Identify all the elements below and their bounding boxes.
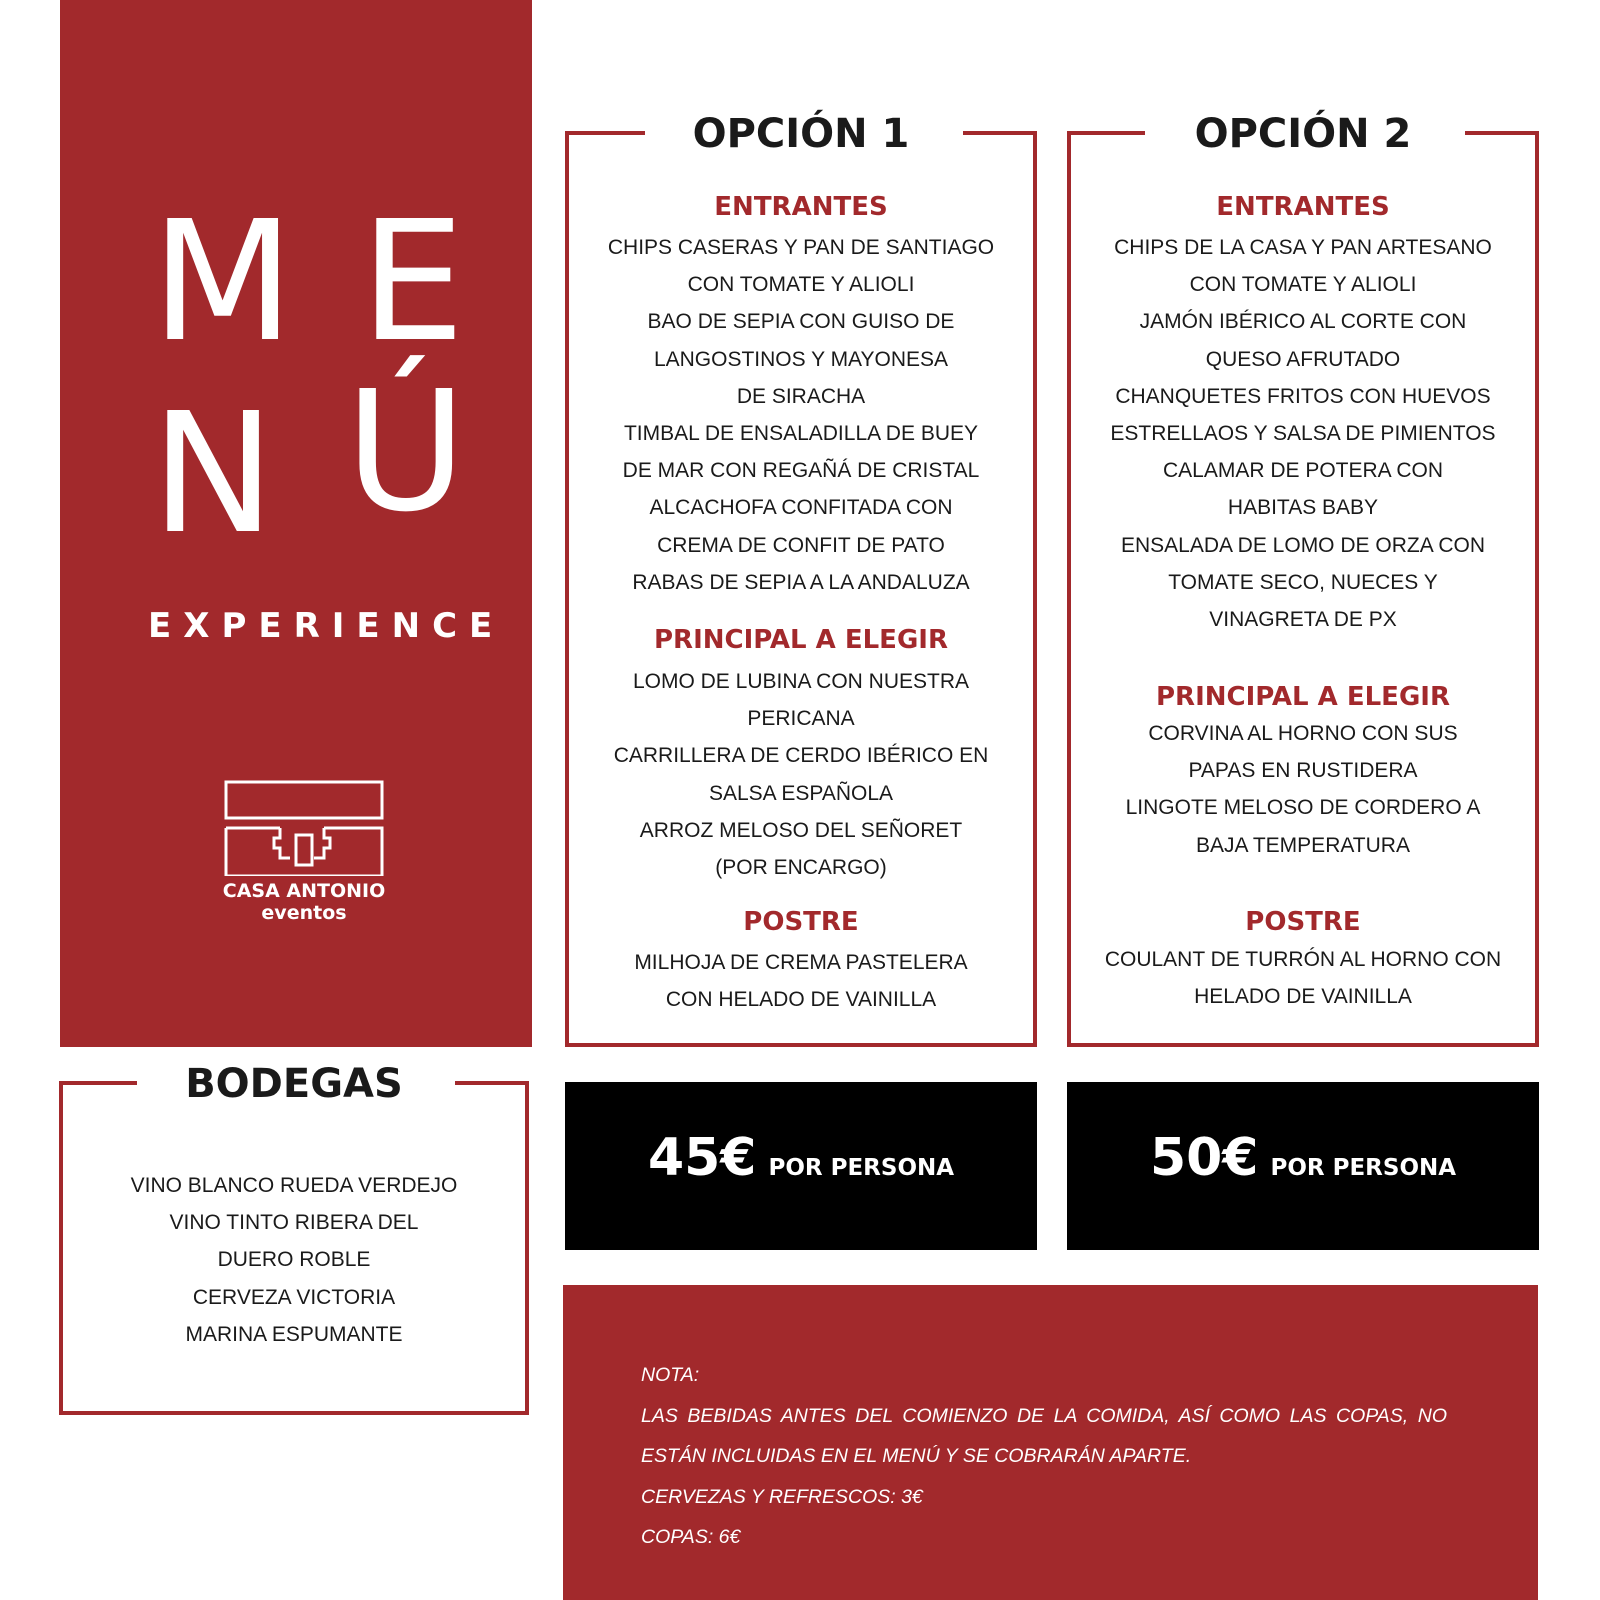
option-2-card	[1067, 111, 1539, 1047]
option-1-dessert-title: POSTRE	[743, 907, 859, 937]
option-1-mains-title: PRINCIPAL A ELEGIR	[654, 625, 948, 655]
price-label: POR PERSONA	[1270, 1155, 1457, 1181]
list-item: DE MAR CON REGAÑÁ DE CRISTAL	[622, 459, 980, 483]
list-item: QUESO AFRUTADO	[1205, 347, 1401, 371]
price-option-1	[565, 1082, 1037, 1250]
bodegas-card	[59, 1061, 529, 1415]
list-item: CON HELADO DE VAINILLA	[665, 988, 937, 1012]
logo-name: CASA ANTONIO	[222, 880, 386, 902]
list-item: CON TOMATE Y ALIOLI	[687, 273, 915, 297]
note-line: COPAS: 6€	[641, 1526, 741, 1548]
list-item: CREMA DE CONFIT DE PATO	[657, 533, 945, 557]
list-item: MILHOJA DE CREMA PASTELERA	[634, 951, 968, 974]
menu-letter-n: N	[151, 378, 276, 571]
option-2-mains-title: PRINCIPAL A ELEGIR	[1156, 682, 1450, 712]
list-item: BAO DE SEPIA CON GUISO DE	[647, 310, 955, 334]
logo-subtitle: eventos	[261, 902, 347, 924]
list-item: CON TOMATE Y ALIOLI	[1189, 273, 1417, 297]
list-item: CHANQUETES FRITOS CON HUEVOS	[1115, 384, 1491, 408]
casa-antonio-logo	[222, 780, 386, 924]
price-amount: 45€	[647, 1128, 757, 1188]
logo-mark-icon	[224, 780, 384, 876]
list-item: ARROZ MELOSO DEL SEÑORET	[639, 818, 963, 842]
menu-letter-e: E	[360, 186, 465, 379]
option-1-title: OPCIÓN 1	[692, 111, 910, 157]
experience-subtitle: EXPERIENCE	[148, 606, 505, 646]
option-2-title: OPCIÓN 2	[1194, 111, 1412, 157]
list-item: PERICANA	[747, 707, 855, 731]
list-item: (POR ENCARGO)	[715, 856, 887, 880]
price-option-2	[1067, 1082, 1539, 1250]
option-2-starters-list	[1077, 229, 1529, 638]
list-item: RABAS DE SEPIA A LA ANDALUZA	[632, 570, 970, 594]
note-panel	[563, 1285, 1538, 1600]
option-1-mains-list	[575, 663, 1027, 886]
menu-letter-m: M	[151, 186, 295, 379]
list-item: JAMÓN IBÉRICO AL CORTE CON	[1139, 310, 1467, 334]
list-item: VINAGRETA DE PX	[1209, 608, 1397, 632]
list-item: CHIPS CASERAS Y PAN DE SANTIAGO	[607, 236, 995, 259]
list-item: DE SIRACHA	[736, 384, 866, 408]
option-2-starters-title: ENTRANTES	[1216, 192, 1390, 222]
list-item: CARRILLERA DE CERDO IBÉRICO EN	[613, 744, 989, 768]
list-item: HELADO DE VAINILLA	[1194, 985, 1412, 1009]
option-1-starters-list	[575, 229, 1027, 601]
list-item: MARINA ESPUMANTE	[185, 1322, 403, 1346]
list-item: CALAMAR DE POTERA CON	[1162, 459, 1444, 483]
bodegas-list	[69, 1167, 519, 1353]
option-1-card	[565, 111, 1037, 1047]
list-item: LINGOTE MELOSO DE CORDERO A	[1125, 796, 1481, 820]
list-item: CORVINA AL HORNO CON SUS	[1148, 722, 1458, 745]
list-item: CHIPS DE LA CASA Y PAN ARTESANO	[1114, 236, 1492, 259]
note-text	[641, 1355, 1447, 1558]
list-item: VINO BLANCO RUEDA VERDEJO	[130, 1174, 458, 1197]
list-item: CERVEZA VICTORIA	[192, 1285, 396, 1309]
option-1-dessert-list	[575, 944, 1027, 1018]
list-item: ESTRELLAOS Y SALSA DE PIMIENTOS	[1110, 422, 1496, 446]
list-item: HABITAS BABY	[1227, 496, 1379, 520]
option-2-dessert-list	[1077, 941, 1529, 1015]
list-item: TIMBAL DE ENSALADILLA DE BUEY	[623, 422, 979, 446]
menu-letter-u: Ú	[345, 356, 467, 549]
bodegas-title: BODEGAS	[185, 1061, 403, 1107]
list-item: TOMATE SECO, NUECES Y	[1168, 570, 1438, 594]
list-item: PAPAS EN RUSTIDERA	[1188, 759, 1418, 783]
list-item: SALSA ESPAÑOLA	[708, 781, 894, 805]
note-line: CERVEZAS Y REFRESCOS: 3€	[641, 1485, 923, 1508]
option-2-mains-list	[1077, 715, 1529, 864]
list-item: BAJA TEMPERATURA	[1196, 833, 1410, 857]
note-line: LAS BEBIDAS ANTES DEL COMIENZO DE LA COMIDA, ASÍ COMO LAS COPAS, NO	[641, 1404, 1447, 1427]
list-item: ALCACHOFA CONFITADA CON	[649, 496, 953, 520]
list-item: LANGOSTINOS Y MAYONESA	[653, 347, 949, 371]
price-amount: 50€	[1149, 1128, 1259, 1188]
list-item: COULANT DE TURRÓN AL HORNO CON	[1104, 948, 1502, 971]
list-item: LOMO DE LUBINA CON NUESTRA	[632, 670, 970, 693]
list-item: VINO TINTO RIBERA DEL	[169, 1211, 419, 1235]
note-heading: NOTA:	[641, 1364, 700, 1386]
list-item: ENSALADA DE LOMO DE ORZA CON	[1120, 533, 1486, 557]
price-label: POR PERSONA	[768, 1155, 955, 1181]
list-item: DUERO ROBLE	[217, 1248, 371, 1272]
note-line: ESTÁN INCLUIDAS EN EL MENÚ Y SE COBRARÁN APARTE.	[641, 1445, 1192, 1467]
option-2-dessert-title: POSTRE	[1245, 907, 1361, 937]
option-1-starters-title: ENTRANTES	[714, 192, 888, 222]
